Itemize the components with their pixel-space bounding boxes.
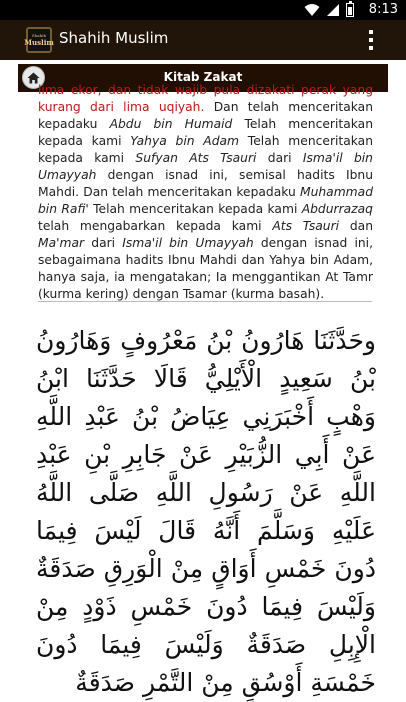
status-time: 8:13	[368, 2, 398, 17]
text-segment: Telah menceritakan kepada kami	[38, 117, 373, 148]
text-segment: dari	[256, 151, 303, 165]
chapter-title: Kitab Zakat	[163, 70, 243, 84]
narrator-name: Isma'il bin Umayyah	[38, 151, 373, 182]
text-segment: dengan isnad ini, sebagaimana hadits Ibnu Mahdi dan Yahya bin Adam, hanya saja, ia mengatakan; Ia menggantikan At Tamr (kurma kering) dengan Tsamar (kurma basah).	[38, 236, 373, 301]
narrator-name: Abdu bin Humaid	[109, 117, 233, 131]
narrator-name: Abdurrazaq	[301, 202, 373, 216]
highlighted-text: lima ekor, dan tidak wajib pula dizakati perak yang kurang dari lima uqiyah.	[38, 83, 373, 114]
hadith-content[interactable]	[18, 83, 388, 697]
narrator-name: Ma'mar	[38, 236, 85, 250]
text-segment: dengan isnad ini, semisal hadits Ibnu Mahdi. Dan telah menceritakan kepadaku	[38, 168, 373, 199]
text-segment: dari	[84, 236, 123, 250]
signal-icon	[326, 3, 340, 17]
app-logo-line1: Shahih	[31, 33, 47, 38]
text-segment: Telah menceritakan kepada kami	[38, 134, 374, 165]
hadith-arabic-text: وحَدَّثَنَا هَارُونُ بْنُ مَعْرُوفٍ وَهَارُونُ بْنُ سَعِيدٍ الْأَيْلِيُّ قَالَا حَدَّثَنَا ابْنُ وَهْبٍ أَخْبَرَنِي عِيَاضُ بْنُ عَبْدِ اللَّهِ عَنْ أَبِي الزُّبَيْرِ عَنْ جَابِرِ بْنِ عَبْدِ اللَّهِ عَنْ رَسُولِ اللَّهِ صَلَّى اللَّهُ عَلَيْهِ وَسَلَّمَ أَنَّهُ قَالَ لَيْسَ فِيمَا دُونَ خَمْسِ أَوَاقٍ مِنْ الْوَرِقِ صَدَقَةٌ وَلَيْسَ فِيمَا دُونَ خَمْسِ ذَوْدٍ مِنْ الْإِبِلِ صَدَقَةٌ وَلَيْسَ فِيمَا دُونَ خَمْسَةِ أَوْسُقٍ مِنْ التَّمْرِ صَدَقَةٌ	[36, 326, 376, 697]
text-segment: telah mengabarkan kepada kami	[38, 219, 273, 233]
app-title: Shahih Muslim	[59, 29, 169, 47]
narrator-name: Muhammad bin Rafi'	[38, 185, 373, 216]
battery-icon	[346, 3, 354, 17]
action-bar	[0, 20, 406, 60]
hadith-translation	[38, 82, 373, 303]
narrator-name: Yahya bin Adam	[130, 134, 240, 148]
wifi-icon	[304, 3, 320, 17]
app-logo-icon[interactable]	[26, 27, 52, 53]
text-segment: Telah menceritakan kepada kami	[88, 202, 302, 216]
text-segment: Dan telah menceritakan kepadaku	[38, 100, 373, 131]
text-segment: dan	[339, 219, 374, 233]
app-logo-line2: Muslim	[24, 38, 54, 47]
narrator-name: Sufyan Ats Tsauri	[135, 151, 257, 165]
status-icons	[304, 3, 354, 17]
more-vert-icon[interactable]	[366, 30, 376, 50]
narrator-name: Isma'il bin Umayyah	[122, 236, 254, 250]
narrator-name: Ats Tsauri	[272, 219, 340, 233]
section-divider	[38, 301, 372, 302]
status-bar	[0, 0, 406, 20]
